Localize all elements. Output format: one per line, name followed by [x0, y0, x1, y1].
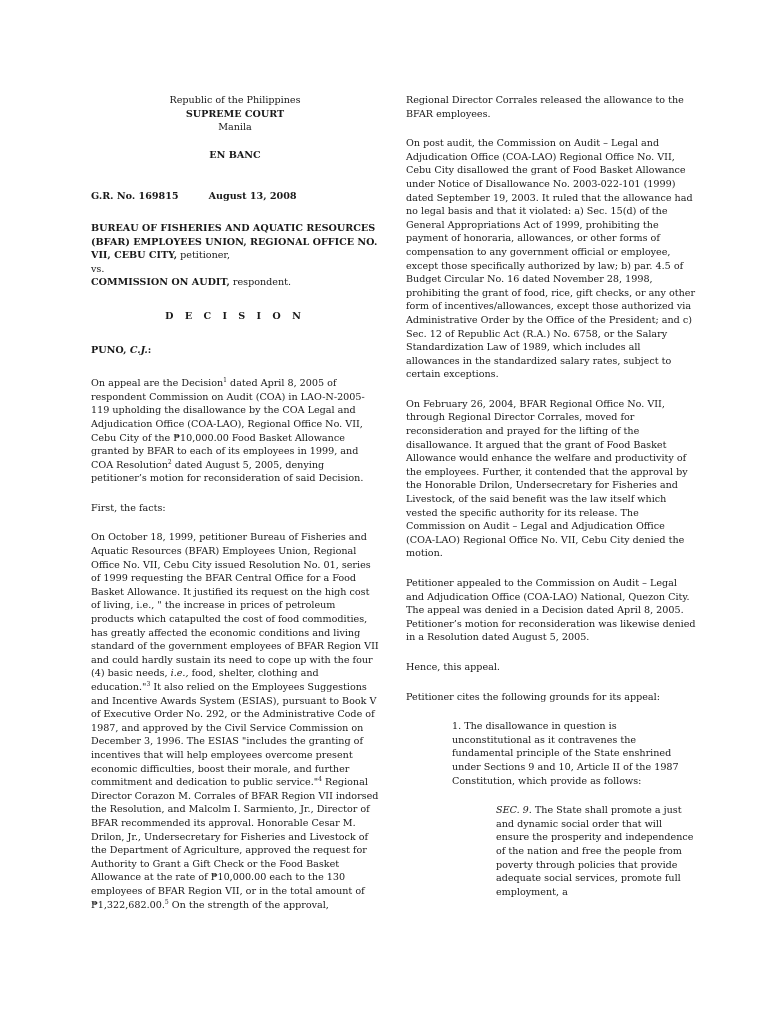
respondent-name: COMMISSION ON AUDIT, — [91, 277, 230, 289]
court-city: Manila — [218, 122, 252, 134]
decision-date: August 13, 2008 — [208, 191, 297, 203]
paragraph-release: Regional Director Corrales released the allowance to the BFAR employees. — [406, 95, 684, 120]
section-9-quote — [496, 804, 696, 899]
text: Regional Director Corazon M. Corrales of BFAR Region VII indorsed the Resolution, and Malcolm I. Sarmiento, Jr., Director of BFAR recommended its approval. Honorable Cesar M. Drilon, Jr., Undersecretary for Fisheries and Livestock of the Department of Agriculture, approved the request for Authority to Grant a Gift Check or the Food Basket Allowance at the rate of ₱10,000.00 each to the 130 employees of BFAR Region VII, or in the total amount of ₱1,322,682.00. — [91, 777, 379, 911]
petitioner-role: petitioner, — [177, 250, 231, 262]
petitioner — [91, 222, 379, 263]
text: dated August 5, 2005, denying petitioner’s motion for reconsideration of said Decision. — [91, 459, 364, 485]
decision-heading: D E C I S I O N — [165, 310, 305, 322]
footnote-ref[interactable]: 5 — [164, 898, 169, 906]
paragraph-reconsideration: On February 26, 2004, BFAR Regional Office No. VII, through Regional Director Corrales, moved for reconsideration and prayed for the lifting of the disallowance. It argued that the grant of Food Basket Allowance would enhance the welfare and productivity of the employees. Further, it contended that the approval by the Honorable Drilon, Undersecretary for Fisheries and Livestock, of the said benefit was the law itself which vested the specific authority for its release. The Commission on Audit – Legal and Adjudication Office (COA-LAO) Regional Office No. VII, Cebu City denied the motion. — [406, 398, 688, 560]
ponente-title: C.J. — [129, 344, 148, 356]
division: EN BANC — [209, 149, 261, 161]
respondent-role: respondent. — [229, 277, 292, 289]
paragraph-post-audit: On post audit, the Commission on Audit – Legal and Adjudication Office (COA-LAO) Regional Office No. VII, Cebu City disallowed the grant of Food Basket Allowance under Notice of Disallowance No. 2003-022-101 (1999) dated September 19, 2003. It ruled that the allowance had no legal basis and that it violated: a) Sec. 15(d) of the General Appropriations Act of 1999, prohibiting the payment of honoraria, allowances, or other forms of compensation to any government official or employee, except those specifically authorized by law; b) par. 4.5 of Budget Circular No. 16 dated November 28, 1998, prohibiting the grant of food, rice, gift checks, or any other form of incentives/allowances, except those authorized via Administrative Order by the Office of the President; and c) Sec. 12 of Republic Act (R.A.) No. 6758, or the Salary Standardization Law of 1989, which includes all allowances in the standardized salary rates, subject to certain exceptions. — [406, 138, 696, 381]
text: On October 18, 1999, petitioner Bureau of Fisheries and Aquatic Resources (BFAR) Employees Union, Regional Office No. VII, Cebu City issued Resolution No. 01, series of 1999 requesting the BFAR Central Office for a Food Basket Allowance. It justified its request on the high cost of living, i.e., " the increase in prices of petroleum products which catapulted the cost of food commodities, has greatly affected the economic conditions and living standard of the government employees of BFAR Region VII and could hardly sustain its need to cope up with the four (4) basic needs, — [91, 532, 379, 680]
petitioner-name: BUREAU OF FISHERIES AND AQUATIC RESOURCES (BFAR) EMPLOYEES UNION, REGIONAL OFFICE NO. VII, CEBU CITY, — [91, 222, 378, 262]
court-header — [91, 94, 379, 162]
paragraph-grounds-intro: Petitioner cites the following grounds for its appeal: — [406, 691, 660, 703]
ponente — [91, 344, 379, 358]
ponente-name: PUNO, — [91, 344, 130, 356]
case-parties — [91, 222, 379, 290]
versus: vs. — [91, 263, 105, 275]
footnote-ref[interactable]: 1 — [223, 376, 227, 384]
ponente-colon: : — [147, 344, 152, 356]
case-number-line — [91, 190, 379, 204]
text-italic: i.e., — [170, 668, 189, 680]
text: dated April 8, 2005 of respondent Commission on Audit (COA) in LAO-N-2005-119 upholding the disallowance by the COA Legal and Adjudication Office (COA-LAO), Regional Office No. VII, Cebu City of the ₱10,000.00 Food Basket Allowance granted by BFAR to each of its employees in 1999, and COA Resolution — [91, 378, 365, 471]
paragraph-appeal-denied: Petitioner appealed to the Commission on Audit – Legal and Adjudication Office (COA-LAO) National, Quezon City. The appeal was denied in a Decision dated April 8, 2005. Petitioner’s motion for reconsideration was likewise denied in a Resolution dated August 5, 2005. — [406, 578, 696, 644]
paragraph-appeal — [91, 377, 379, 486]
gr-number: G.R. No. 169815 — [91, 191, 179, 203]
text: food, shelter, clothing and education." — [91, 668, 319, 693]
text: It also relied on the Employees Suggestions and Incentive Awards System (ESIAS), pursuant to Book V of Executive Order No. 292, or the Administrative Code of 1987, and approved by the Civil Service Commission on December 3, 1996. The ESIAS "includes the granting of incentives that will help employees overcome present economic difficulties, boost their morale, and further commitment and dedication to public service." — [91, 682, 377, 789]
footnote-ref[interactable]: 2 — [167, 458, 172, 466]
paragraph-hence: Hence, this appeal. — [406, 661, 500, 673]
text: On appeal are the Decision — [91, 378, 224, 390]
section-label: SEC. 9. — [496, 805, 532, 817]
text: On the strength of the approval, — [168, 899, 329, 911]
republic-line: Republic of the Philippines — [169, 95, 301, 106]
left-column — [91, 94, 379, 928]
respondent — [91, 276, 379, 290]
text: The State shall promote a just and dynamic social order that will ensure the prosperity and independence of the nation and free the people from poverty through policies that provide adequate social services, promote full employment, a — [496, 805, 694, 898]
footnote-ref[interactable]: 3 — [146, 680, 151, 688]
court-name: SUPREME COURT — [185, 108, 285, 120]
ground-1: 1. The disallowance in question is unconstitutional as it contravenes the fundamental principle of the State enshrined under Sections 9 and 10, Article II of the 1987 Constitution, which provide as follows: — [452, 721, 679, 787]
paragraph-facts — [91, 531, 379, 912]
paragraph-facts-intro: First, the facts: — [91, 502, 166, 514]
footnote-ref[interactable]: 4 — [318, 775, 322, 783]
right-column — [406, 94, 696, 915]
